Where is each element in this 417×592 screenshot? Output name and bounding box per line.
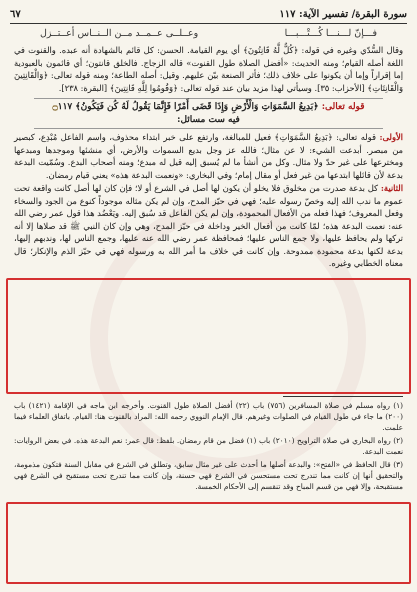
verse-number: ١١٧ [57, 102, 73, 112]
verse-intro: قوله تعالى: [321, 102, 365, 112]
poem-line [40, 28, 377, 39]
page-number: ٦٧ [10, 8, 21, 20]
header-rule [10, 23, 407, 24]
first-issue-label: الأولى: [379, 132, 403, 142]
footnote-1: (١) رواه مسلم في صلاة المسافرين (٧٥٦) باب (٢٢) أفضل الصلاة طول القنوت. وأخرجه ابن ماجه في الإقامة (١٤٢١) باب (٢٠٠) ما جاء في طول القيام في الصلوات وغيرهم. قال الإمام النووي رحمه الله: المراد بالقنوت هنا: القيام. باتفاق العلماء فيما علمت. [14, 401, 404, 432]
footnote-3: (٣) قال الحافظ في «الفتح»: والبدعة أصلها ما أحدث على غير مثال سابق، وتطلق في الشرع في مقابل السنة فتكون مذمومة، والتحقيق أنها إن كانت مما تندرج تحت مستحسن في الشرع فهي حسنة، وإن كانت مما تندرج تحت مستقبح في الشرع فهي مستقبحة، وإلا فهي من قسم المباح وقد تنقسم إلى الأحكام الخمسة. [14, 460, 404, 491]
surah-title: سورة البقرة/ تفسير الآية: ١١٧ [279, 8, 407, 20]
verse-banner [34, 98, 383, 129]
poem-right-hemistich: فـــإنّ لـــنـــا كُـــتْـــبـــا [284, 28, 377, 39]
verse-number-ornament-icon: ۝ [52, 102, 58, 112]
second-issue-text: كل بدعة صدرت من مخلوق فلا يخلو أن يكون لها أصل في الشرع أو لا؛ فإن كان لها أصل كانت واقعة تحت عموم ما ندب الله إليه وخصّ رسوله عليه؛ فهي في حيّز المدح، وإن لم يكن مثاله موجوداً كنوع من الجود والسخاء وفعل المعروف؛ فهذا فعله من الأفعال المحمودة، وإن لم يكن الفاعل قد سُبق إليه. ويَعْضُد هذا قول عمر رضي الله عنه: نعمت البدعة هذه؛ لمّا كانت من أفعال الخير وداخلة في حيّز المدح، وهي وإن كان النبي ﷺ قد صلاها إلا أنه تركها ولم يحافظ عليها، ولا جمع الناس عليها؛ فمحافظة عمر رضي الله عنه عليها، وجمع الناس لها، وندبهم إليها، بدعة لكنها بدعة محمودة ممدوحة. وإن كانت في خلاف ما أمر الله به ورسوله فهي في حيّز الذم والإنكار؛ قال معناه الخطابي وغيره. [14, 183, 403, 268]
footnote-2: (٢) رواه البخاري في صلاة التراويح (٢٠١٠) باب (١) فضل من قام رمضان. بلفظ: قال عمر: نعم البدعة هذه. في بعض الروايات: نعمت البدعة. [14, 436, 404, 456]
highlight-box-main [6, 278, 411, 394]
highlight-box-footnote [6, 502, 411, 584]
paragraph-second-issue [14, 182, 403, 270]
first-issue-text: قوله تعالى: ﴿بَدِيعُ السَّمَوَاتِ﴾ فعيل للمبالغة، وارتفع على خبر ابتداء محذوف، واسم الفاعل مُبْدِع، كبصير من مبصر. أبدعت الشيء: لا عن مثال؛ فالله عز وجل بديع السموات والأرض، أي منشئها وموجدها ومبدعها ومخترعها على غير حدّ ولا مثال. وكل من أنشأ ما لم يُسبق إليه قيل له مبدع؛ ومنه أصحاب البدع. وسُمّيت البدعة بدعة لأن قائلها ابتدعها من غير فعل أو مقال إمام؛ وفي البخاري: «ونعمت البدعة هذه» يعني قيام رمضان. [14, 132, 403, 180]
verse-text: ﴿بَدِيعُ السَّمَوَاتِ وَالْأَرْضِ وَإِذَا قَضَى أَمْرًا فَإِنَّمَا يَقُولُ لَهُ كُن فَيَكُونُ﴾ [75, 102, 319, 112]
paragraph-qunut: وقال السُّدّي وغيره في قوله: ﴿كُلٌّ لَّهُ قَانِتُونَ﴾ أي يوم القيامة. الحسن: كل قائم بالشهادة أنه عبده. والقنوت في اللغة أصله القيام؛ ومنه الحديث: «أفضل الصلاة طول القنوت» قاله الزجاج. فالخلق قانتون؛ أي قائمون بالعبودية إما إقراراً وإما أن يكونوا على خلاف ذلك؛ فأثر الصنعة بيّن عليهم. وقيل: أصله الطاعة؛ ومنه قوله تعالى: ﴿وَالْقَانِتِينَ وَالْقَانِتَاتِ﴾ [الأحزاب: ٣٥]. وسيأتي لهذا مزيد بيان عند قوله تعالى: ﴿وَقُومُوا لِلَّهِ قَانِتِينَ﴾ [البقرة: ٢٣٨]. [14, 45, 403, 93]
page-header [10, 6, 407, 22]
poem-left-hemistich: وعــلــى عــمــد مــن الــنــاس أعــتــزل [40, 28, 199, 39]
second-issue-label: الثانية: [380, 183, 404, 193]
main-text [14, 44, 403, 271]
paragraph-first-issue [14, 131, 403, 181]
footnotes [14, 400, 403, 494]
verse-tail: فيه ست مسائل: [177, 114, 240, 125]
footnote-rule [283, 396, 403, 397]
